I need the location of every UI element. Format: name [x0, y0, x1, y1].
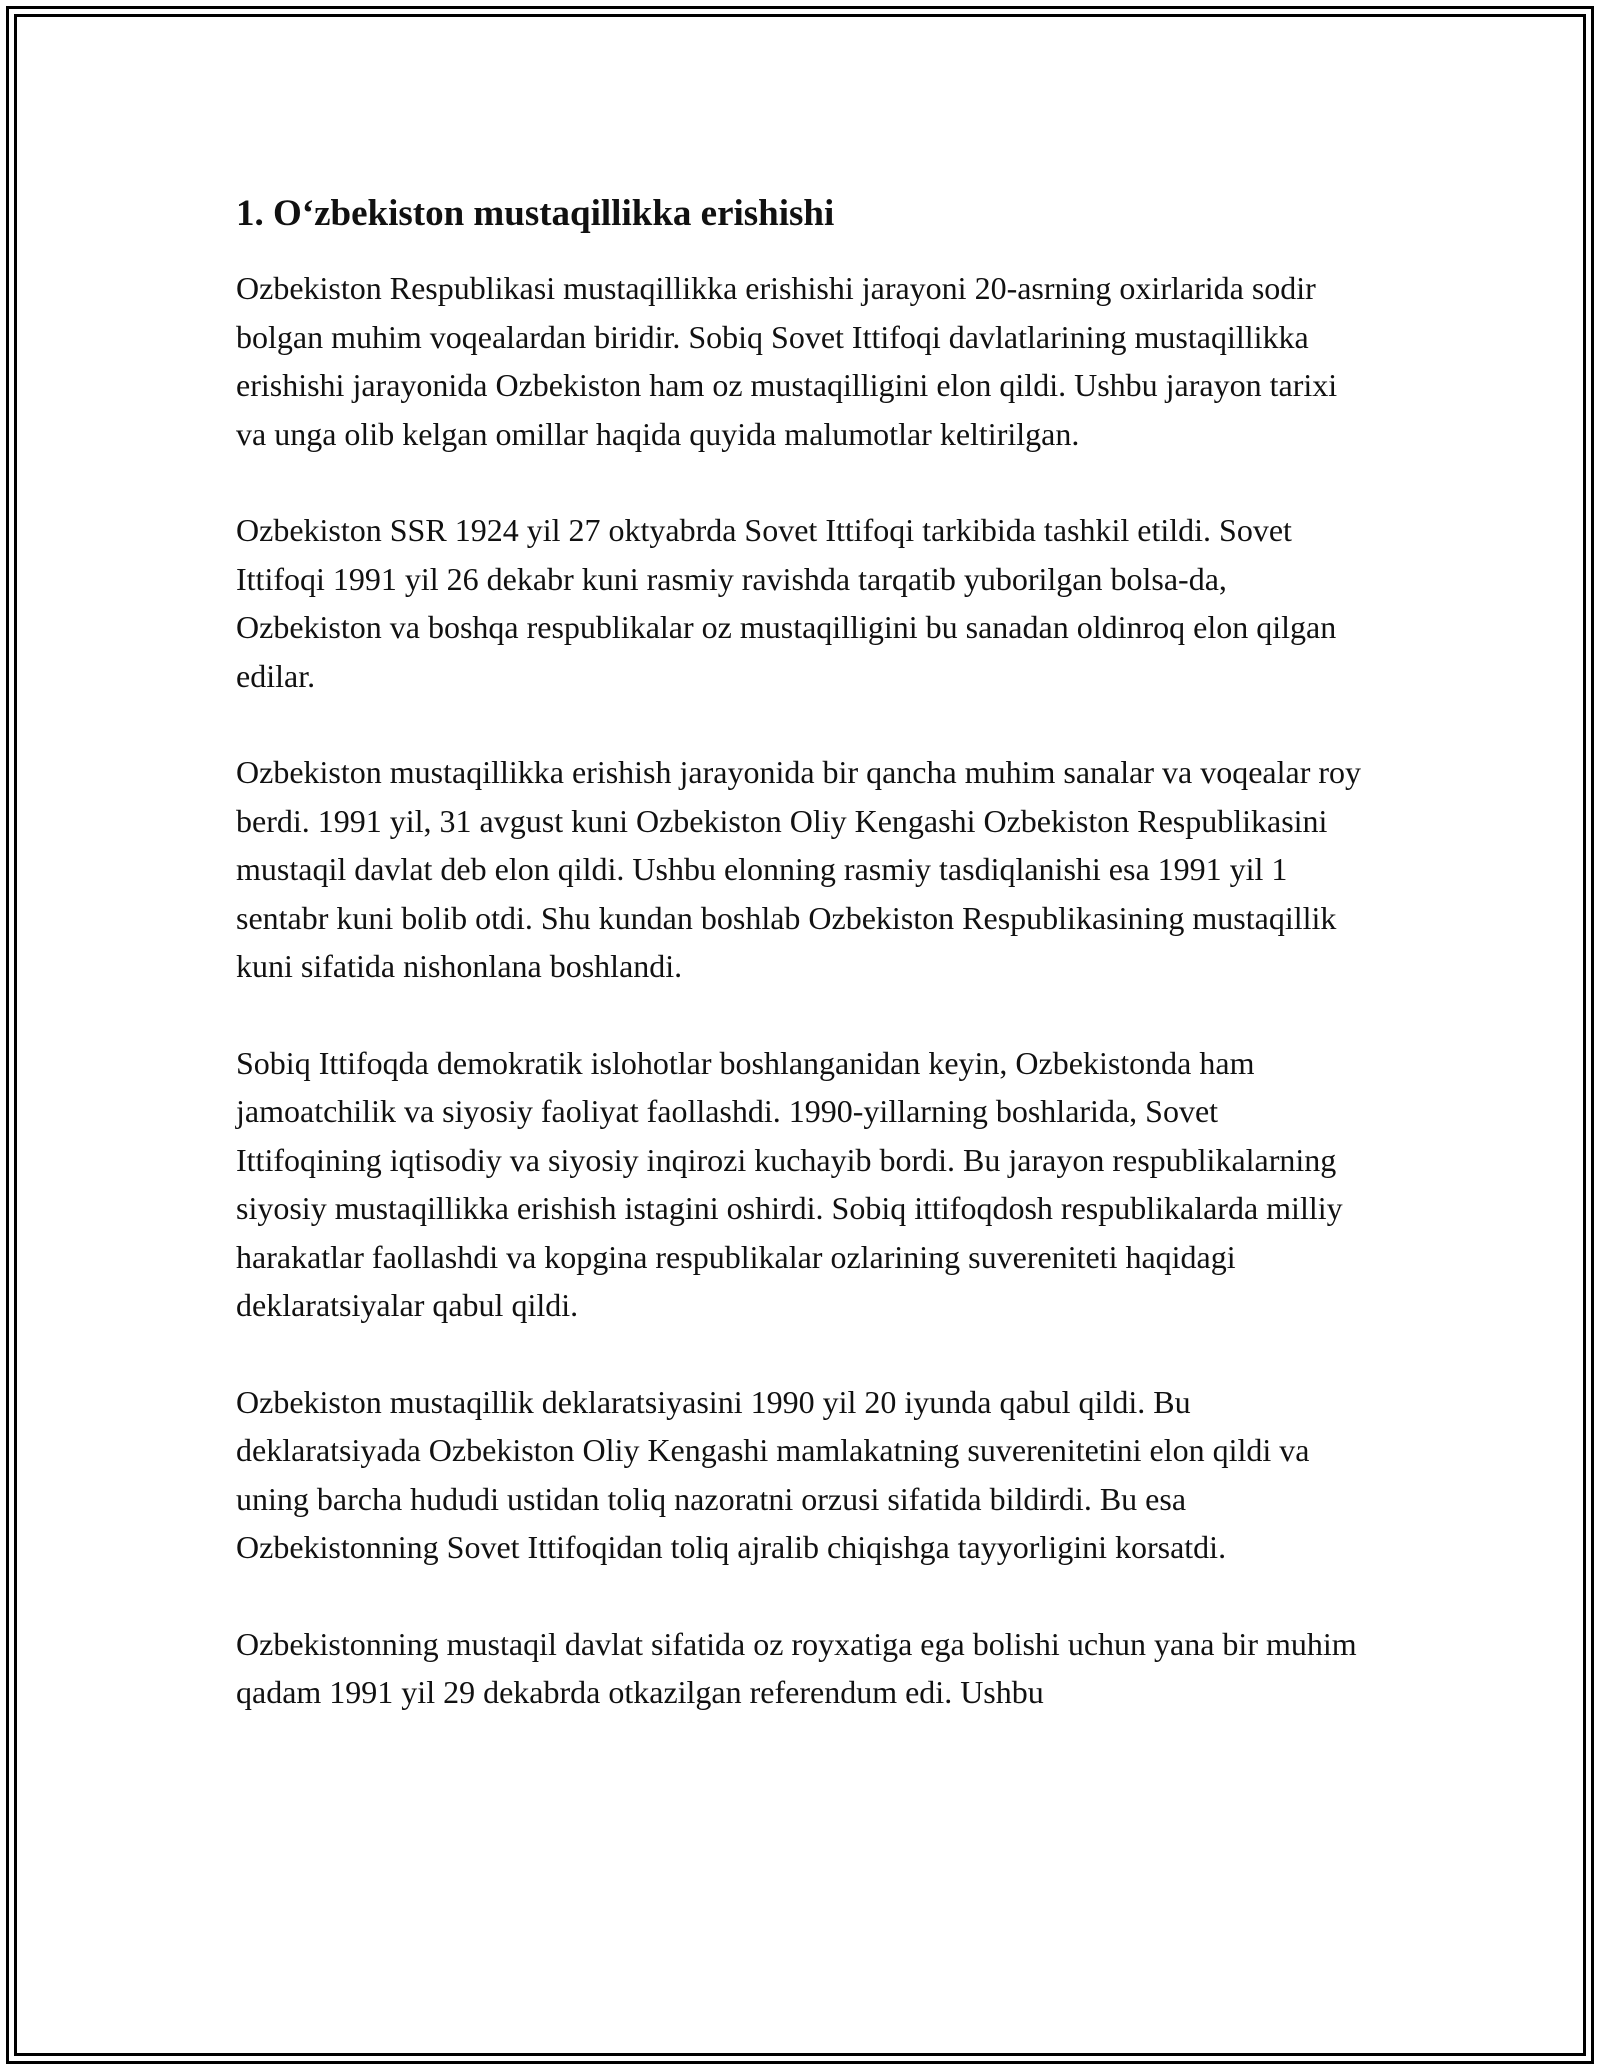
section-heading: 1. O‘zbekiston mustaqillikka erishishi	[236, 193, 835, 234]
paragraph-5: Ozbekiston mustaqillik deklaratsiyasini 1990 yil 20 iyunda qabul qildi. Bu deklaratsiyada Ozbekiston Oliy Kengashi mamlakatning suverenitetini elon qildi va uning barcha hududi ustidan toliq nazoratni orzusi sifatida bildirdi. Bu esa Ozbekistonning Sovet Ittifoqidan toliq ajralib chiqishga tayyorligini korsatdi.	[236, 1383, 1310, 1565]
document-body	[236, 186, 1366, 1765]
paragraph-6: Ozbekistonning mustaqil davlat sifatida oz royxatiga ega bolishi uchun yana bir muhim qadam 1991 yil 29 dekabrda otkazilgan referendum edi. Ushbu	[236, 1625, 1357, 1710]
paragraph-3: Ozbekiston mustaqillikka erishish jarayonida bir qancha muhim sanalar va voqealar roy berdi. 1991 yil, 31 avgust kuni Ozbekiston Oliy Kengashi Ozbekiston Respublikasini mustaqil davlat deb elon qildi. Ushbu elonning rasmiy tasdiqlanishi esa 1991 yil 1 sentabr kuni bolib otdi. Shu kundan boshlab Ozbekiston Respublikasining mustaqillik kuni sifatida nishonlana boshlandi.	[236, 754, 1361, 984]
paragraph-2: Ozbekiston SSR 1924 yil 27 oktyabrda Sovet Ittifoqi tarkibida tashkil etildi. Sovet Ittifoqi 1991 yil 26 dekabr kuni rasmiy ravishda tarqatib yuborilgan bolsa-da, Ozbekiston va boshqa respublikalar oz mustaqilligini bu sanadan oldinroq elon qilgan edilar.	[236, 512, 1337, 694]
paragraph-4: Sobiq Ittifoqda demokratik islohotlar boshlanganidan keyin, Ozbekistonda ham jamoatchilik va siyosiy faoliyat faollashdi. 1990-yillarning boshlarida, Sovet Ittifoqining iqtisodiy va siyosiy inqirozi kuchayib bordi. Bu jarayon respublikalarning siyosiy mustaqillikka erishish istagini oshirdi. Sobiq ittifoqdosh respublikalarda milliy harakatlar faollashdi va kopgina respublikalar ozlarining suvereniteti haqidagi deklaratsiyalar qabul qildi.	[236, 1044, 1343, 1323]
paragraph-1: Ozbekiston Respublikasi mustaqillikka erishishi jarayoni 20-asrning oxirlarida sodir bolgan muhim voqealardan biridir. Sobiq Sovet Ittifoqi davlatlarining mustaqillikka erishishi jarayonida Ozbekiston ham oz mustaqilligini elon qildi. Ushbu jarayon tarixi va unga olib kelgan omillar haqida quyida malumotlar keltirilgan.	[236, 270, 1338, 452]
